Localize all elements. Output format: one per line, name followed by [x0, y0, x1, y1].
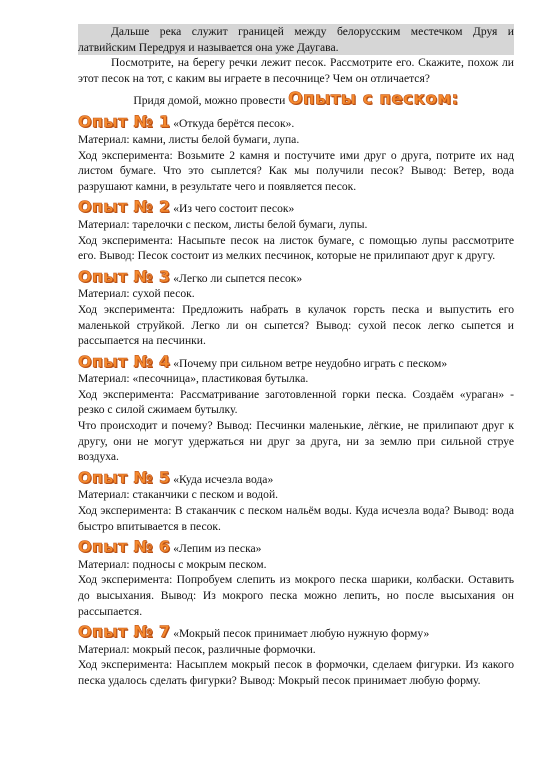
experiment-title: «Из чего состоит песок»: [173, 202, 295, 216]
experiment-heading-line: [78, 624, 514, 642]
experiment-heading-line: [78, 199, 514, 217]
experiment-number: Опыт № 5: [78, 467, 171, 487]
experiment-heading-line: [78, 351, 514, 372]
document-page: [78, 24, 514, 689]
intro-paragraph-2: Посмотрите, на берегу речки лежит песок. Рассмотрите его. Скажите, похож ли этот песок на тот, с каким вы играете в песочнице? Чем он отличается?: [78, 56, 514, 85]
experiment-text-line: Материал: стаканчики с песком и водой.: [78, 488, 279, 502]
experiment-text-line: Материал: «песочница», пластиковая бутылка.: [78, 372, 309, 386]
section-heading: Опыты с песком:: [288, 89, 459, 110]
experiment-number: Опыт № 4: [78, 351, 171, 371]
experiment-text-line: Материал: тарелочки с песком, листы белой бумаги, лупы.: [78, 217, 368, 231]
experiment-title: «Куда исчезла вода»: [173, 472, 274, 486]
experiment-number: Опыт № 3: [78, 266, 171, 286]
experiment-text-line: Ход эксперимента: В стаканчик с песком нальём воды. Куда исчезла вода? Вывод: вода быстро впитывается в песок.: [78, 504, 514, 533]
experiment-text-line: Материал: сухой песок.: [78, 287, 195, 301]
experiment-title: «Мокрый песок принимает любую нужную форму»: [173, 627, 430, 641]
experiment-text-line: Материал: камни, листы белой бумаги, лупа.: [78, 132, 300, 146]
experiment-number: Опыт № 1: [78, 112, 171, 132]
intro-lead-text: Придя домой, можно провести: [133, 94, 289, 108]
experiment-block: [78, 539, 514, 619]
experiment-number: Опыт № 7: [78, 622, 171, 642]
experiment-heading-line: [78, 266, 514, 287]
experiment-text-line: Ход эксперимента: Насыплем мокрый песок в формочки, сделаем фигурки. Из какого песка удалось сделать фигурки? Вывод: Мокрый песок принимает любую форму.: [78, 658, 514, 687]
experiment-block: [78, 351, 514, 465]
experiment-block: [78, 467, 514, 534]
experiment-title: «Почему при сильном ветре неудобно играть с песком»: [173, 356, 448, 370]
experiment-title: «Легко ли сыпется песок»: [173, 271, 303, 285]
experiment-text-line: Материал: подносы с мокрым песком.: [78, 557, 267, 571]
experiment-text-line: Ход эксперимента: Предложить набрать в кулачок горсть песка и выпустить его маленькой струйкой. Легко ли он сыпется? Вывод: сухой песок легко сыпется и рассыпается на песчинки.: [78, 302, 514, 348]
experiment-block: [78, 624, 514, 688]
experiment-heading-line: [78, 114, 514, 132]
experiment-text-line: Что происходит и почему? Вывод: Песчинки маленькие, лёгкие, не прилипают друг к другу, они не могут удержаться ни друг за друга, ни за землю при сильной струе воздуха.: [78, 419, 514, 464]
experiment-heading-line: [78, 467, 514, 488]
experiment-title: «Откуда берётся песок».: [173, 117, 295, 131]
experiment-heading-line: [78, 539, 514, 557]
experiment-number: Опыт № 6: [78, 537, 171, 557]
experiments-list: [78, 114, 514, 688]
experiment-text-line: Ход эксперимента: Насыпьте песок на листок бумаге, с помощью лупы рассмотрите его. Вывод: Песок состоит из мелких песчинок, которые не прилипают друг к другу.: [78, 233, 514, 263]
experiment-text-line: Ход эксперимента: Рассматривание заготовленной горки песка. Создаём «ураган» - резко с силой сжимаем бутылку.: [78, 387, 514, 417]
experiment-text-line: Ход эксперимента: Попробуем слепить из мокрого песка шарики, колбаски. Оставить до высыхания. Вывод: Из мокрого песка можно лепить, но после высыхания он рассыпается.: [78, 573, 514, 618]
experiment-block: [78, 199, 514, 263]
experiment-title: «Лепим из песка»: [173, 542, 262, 556]
experiment-number: Опыт № 2: [78, 197, 171, 217]
experiment-text-line: Ход эксперимента: Возьмите 2 камня и постучите ими друг о друга, потрите их над листом бумаге. Что это сыплется? Как мы получили песок? Вывод: Ветер, вода разрушают камни, в результате чего и появляется песок.: [78, 148, 514, 193]
experiment-block: [78, 266, 514, 349]
intro-paragraph-1: Дальше река служит границей между белорусским местечком Друя и латвийским Передруя и называется она уже Даугава.: [78, 25, 514, 54]
intro-paragraph-3: [78, 89, 514, 109]
experiment-block: [78, 114, 514, 194]
experiment-text-line: Материал: мокрый песок, различные формочки.: [78, 642, 316, 656]
